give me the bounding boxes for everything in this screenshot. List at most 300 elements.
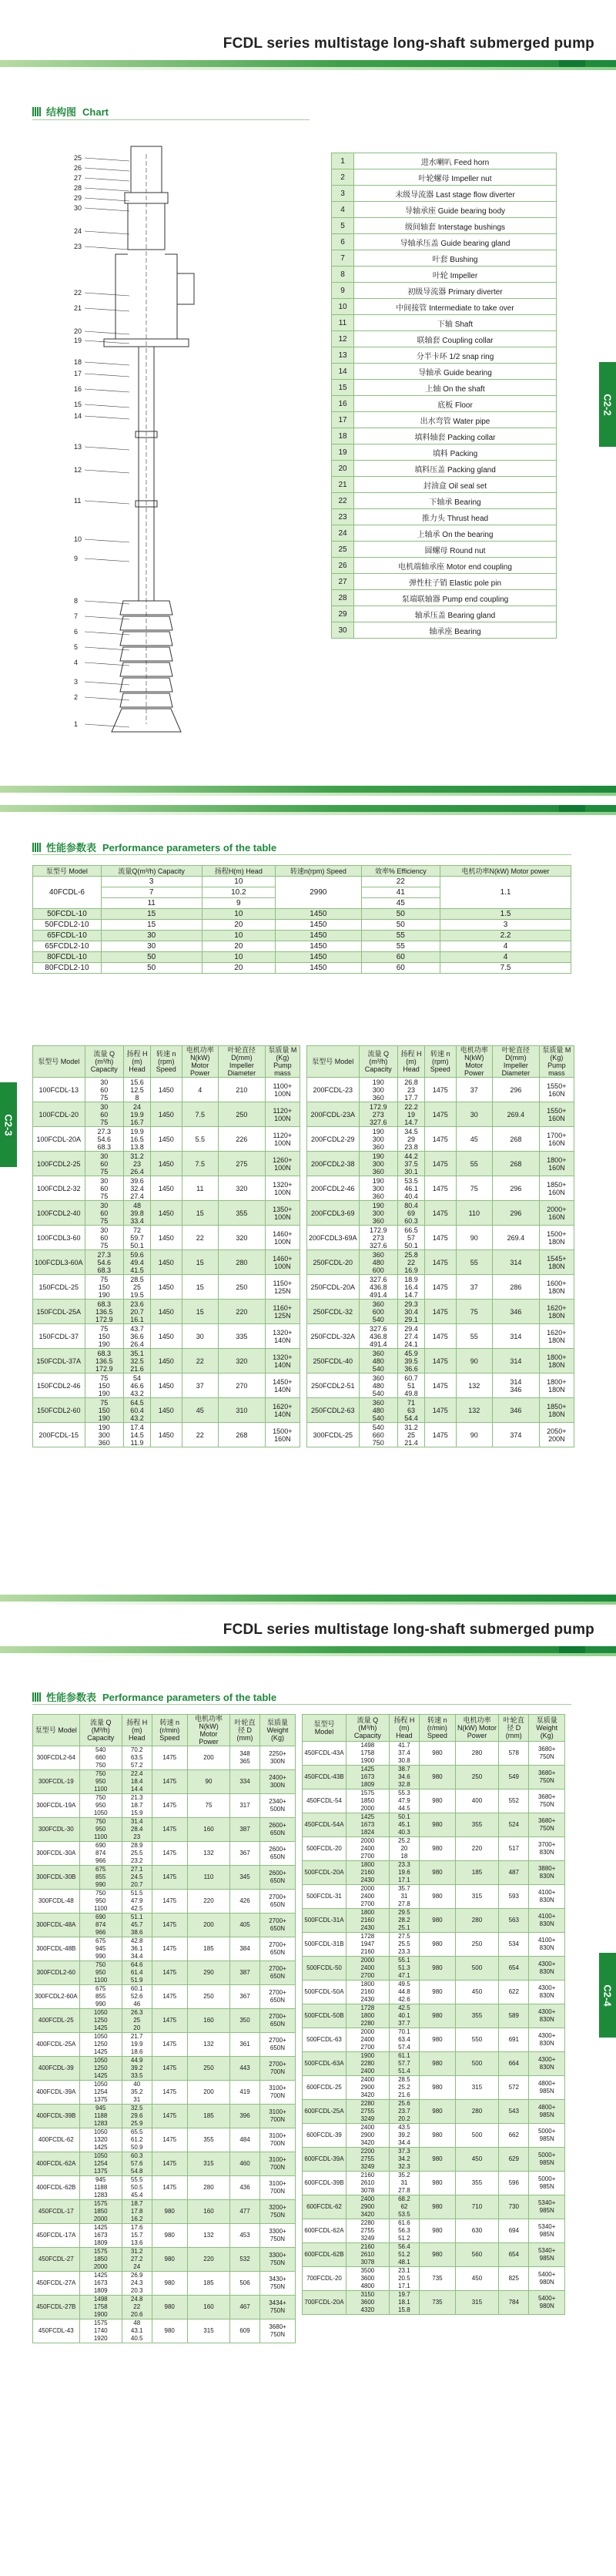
- table-cell: 2400 2900 3420: [346, 2076, 389, 2100]
- table-cell: 477: [230, 2200, 260, 2224]
- part-number: 28: [332, 590, 354, 606]
- table-row: [33, 931, 571, 941]
- table-cell: 80FCDL-10: [33, 952, 102, 963]
- leader-line: [85, 293, 129, 296]
- table-cell: 250: [219, 1275, 266, 1300]
- table-cell: 30 60 75: [85, 1176, 123, 1201]
- table-cell: 1475: [152, 1961, 187, 1985]
- table-cell: 28.5 25.2 21.6: [389, 2076, 419, 2100]
- table-cell: 1475: [424, 1152, 456, 1176]
- section-underline: [32, 854, 571, 855]
- table-cell: 2700+ 650N: [259, 1890, 295, 1914]
- model-cell: 40FCDL-6: [33, 877, 102, 909]
- table-cell: 22: [182, 1423, 219, 1447]
- table-cell: 1850+ 180N: [539, 1398, 574, 1423]
- table-cell: 132: [187, 2224, 229, 2248]
- part-number: 16: [332, 396, 354, 412]
- table-cell: 50.1 45.1 40.3: [389, 1813, 419, 1837]
- table-cell: 3430+ 750N: [259, 2272, 295, 2296]
- table-row: [307, 1275, 574, 1300]
- table-cell: 160: [187, 2200, 229, 2224]
- table-cell: 1450: [150, 1250, 182, 1275]
- table-cell: 2280 2755 3249: [346, 2100, 389, 2124]
- table-cell: 38.7 34.6 32.8: [389, 1766, 419, 1789]
- table-cell: 43.7 36.6 26.4: [124, 1324, 151, 1349]
- table-cell: 7.5: [440, 963, 571, 974]
- table-cell: 500: [455, 1957, 498, 1981]
- table-cell: 700FCDL-20: [303, 2267, 346, 2291]
- table-cell: 400FCDL-62B: [33, 2176, 80, 2200]
- column-header: 流量 Q (M³/h) Capacity: [346, 1715, 389, 1742]
- table-cell: 4800+ 985N: [529, 2076, 565, 2100]
- table-row: [33, 2152, 296, 2176]
- table-cell: 30 60 75: [85, 1078, 123, 1102]
- table-cell: 400FCDL-25: [33, 2009, 80, 2033]
- table-cell: 730: [499, 2195, 529, 2219]
- table-cell: 61.6 56.3 51.2: [389, 2219, 419, 2243]
- table-cell: 2400 2900 3420: [346, 2195, 389, 2219]
- table-cell: 210: [219, 1078, 266, 1102]
- capacity-cell: 11: [101, 898, 202, 909]
- table-cell: 24 19.9 16.7: [124, 1102, 151, 1127]
- table-cell: 1450+ 140N: [265, 1374, 300, 1398]
- table-cell: 185: [187, 2105, 229, 2128]
- table-cell: 220: [187, 1890, 229, 1914]
- table-cell: 1050 1250 1425: [79, 2009, 122, 2033]
- table-cell: 549: [499, 1766, 529, 1789]
- table-cell: 31.4 28.4 23: [122, 1818, 152, 1842]
- table-cell: 609: [230, 2319, 260, 2343]
- leader-line: [85, 501, 129, 504]
- parts-row: [332, 525, 557, 542]
- table-row: [33, 1794, 296, 1818]
- table-cell: 500FCDL-31A: [303, 1909, 346, 1933]
- table-cell: 48 43.1 40.5: [122, 2319, 152, 2343]
- table-cell: 5.5: [182, 1127, 219, 1152]
- table-cell: 1450: [150, 1176, 182, 1201]
- table-cell: 750 950 1100: [79, 1961, 122, 1985]
- table-row: [307, 1226, 574, 1250]
- capacity-cell: 7: [101, 887, 202, 898]
- part-name: 联轴套 Coupling collar: [354, 331, 557, 347]
- table-cell: 1320+ 140N: [265, 1349, 300, 1374]
- table-row: [307, 1300, 574, 1324]
- table-row: [303, 1957, 565, 1981]
- table-row: [303, 2100, 565, 2124]
- table-cell: 17.6 15.7 13.6: [122, 2224, 152, 2248]
- table-row: [303, 2028, 565, 2052]
- table-cell: 550: [455, 2028, 498, 2052]
- column-header: 电机功率 N(kW) Motor Power: [455, 1715, 498, 1742]
- table-row: [33, 1890, 296, 1914]
- table-cell: 200FCDL2-46: [307, 1176, 360, 1201]
- section-zh: 结构图: [46, 106, 77, 118]
- table-cell: 31.2 25 21.4: [398, 1423, 425, 1447]
- table-cell: 55: [361, 931, 440, 941]
- table-cell: 37: [182, 1374, 219, 1398]
- table-cell: 32.5 29.6 25.9: [122, 2105, 152, 2128]
- table-row: [33, 1746, 296, 1770]
- parts-row: [332, 380, 557, 396]
- table-cell: 23.1 20.5 17.1: [389, 2267, 419, 2291]
- table-cell: 22: [182, 1349, 219, 1374]
- table-cell: 49.5 44.8 42.6: [389, 1981, 419, 2004]
- table-header-row: [307, 1046, 574, 1078]
- efficiency-cell: 45: [361, 898, 440, 909]
- part-name: 导轴承压盖 Guide bearing gland: [354, 234, 557, 250]
- part-number: 12: [332, 331, 354, 347]
- table-cell: 1475: [424, 1102, 456, 1127]
- table-cell: 1600+ 180N: [539, 1275, 574, 1300]
- drawing-label: 16: [74, 385, 82, 393]
- table-cell: 1475: [152, 2033, 187, 2057]
- table-cell: 314 346: [493, 1374, 540, 1398]
- table-cell: 15: [182, 1300, 219, 1324]
- table-cell: 2700+ 650N: [259, 1961, 295, 1985]
- drawing-label: 5: [74, 643, 79, 651]
- table-cell: 589: [499, 2004, 529, 2028]
- drawing-label: 15: [74, 401, 82, 408]
- table-cell: 250FCDL-40: [307, 1349, 360, 1374]
- table-cell: 1320+ 100N: [265, 1176, 300, 1201]
- table-header-row: [33, 1046, 300, 1078]
- table-cell: 110: [456, 1201, 493, 1226]
- drawing-label: 27: [74, 174, 82, 182]
- table-cell: 2160 2610 3078: [346, 2243, 389, 2267]
- table-cell: 2250+ 300N: [259, 1746, 295, 1770]
- table-cell: 43.5 39.2 34.4: [389, 2124, 419, 2148]
- table-cell: 1475: [424, 1201, 456, 1226]
- table-cell: 2700+ 700N: [259, 2057, 295, 2081]
- table-cell: 1800+ 160N: [539, 1152, 574, 1176]
- table-cell: 5400+ 980N: [529, 2267, 565, 2291]
- table-cell: 350: [230, 2009, 260, 2033]
- table-cell: 42.5 40.1 37.7: [389, 2004, 419, 2028]
- table-cell: 68.3 136.5 172.9: [85, 1300, 123, 1324]
- table-cell: 980: [420, 1813, 456, 1837]
- parts-row: [332, 477, 557, 493]
- section-en: Performance parameters of the table: [102, 842, 277, 854]
- table-cell: 27.5 25.5 23.3: [389, 1933, 419, 1957]
- table-cell: 3680+ 750N: [259, 2319, 295, 2343]
- table-cell: 735: [420, 2267, 456, 2291]
- table-cell: 68.2 62 53.5: [389, 2195, 419, 2219]
- table-cell: 7.5: [182, 1102, 219, 1127]
- part-name: 封油盒 Oil seal set: [354, 477, 557, 493]
- table-cell: 980: [420, 2028, 456, 2052]
- column-header: 转速 n (r/min) Speed: [152, 1715, 187, 1746]
- table-cell: 1050 1254 1375: [79, 2081, 122, 2105]
- parts-row: [332, 606, 557, 622]
- table-cell: 26.3 25 20: [122, 2009, 152, 2033]
- part-name: 下轴承 Bearing: [354, 493, 557, 509]
- table-cell: 30 60 75: [85, 1201, 123, 1226]
- table-cell: 30 60 75: [85, 1102, 123, 1127]
- performance-table-right: [302, 1714, 565, 2315]
- table-cell: 335: [219, 1324, 266, 1349]
- table-cell: 250: [455, 1766, 498, 1789]
- table-cell: 190 300 360: [359, 1127, 397, 1152]
- column-header: 扬程 H (m) Head: [122, 1715, 152, 1746]
- table-cell: 980: [420, 1766, 456, 1789]
- table-row: [33, 877, 571, 887]
- table-cell: 980: [420, 1957, 456, 1981]
- table-cell: 750 950 1100: [79, 1818, 122, 1842]
- part-name: 上轴承 On the bearing: [354, 525, 557, 542]
- part-name: 填料轴套 Packing collar: [354, 428, 557, 444]
- table-header-row: [303, 1715, 565, 1742]
- table-cell: 945 1188 1283: [79, 2176, 122, 2200]
- table-cell: 4: [440, 941, 571, 952]
- table-cell: 600FCDL-39B: [303, 2172, 346, 2195]
- section-icon: [32, 107, 42, 116]
- table-row: [303, 1981, 565, 2004]
- table-cell: 60: [361, 952, 440, 963]
- part-number: 30: [332, 622, 354, 639]
- table-cell: 150FCDL-37: [33, 1324, 85, 1349]
- table-cell: 1475: [424, 1300, 456, 1324]
- parts-row: [332, 250, 557, 267]
- table-cell: 200FCDL-23: [307, 1078, 360, 1102]
- column-header: 电机功率 N(kW) Motor Power: [187, 1715, 229, 1746]
- table-cell: 2.2: [440, 931, 571, 941]
- table-cell: 2400 2900 3420: [346, 2124, 389, 2148]
- table-cell: 3500 3600 4800: [346, 2267, 389, 2291]
- table-cell: 100FCDL2-25: [33, 1152, 85, 1176]
- perf-section-heading: [32, 1689, 276, 1704]
- table-cell: 374: [493, 1423, 540, 1447]
- table-cell: 1475: [424, 1250, 456, 1275]
- part-name: 底板 Floor: [354, 396, 557, 412]
- table-cell: 29.4 27.4 24.1: [398, 1324, 425, 1349]
- table-row: [307, 1127, 574, 1152]
- table-cell: 1120+ 100N: [265, 1127, 300, 1152]
- performance-table-left: [32, 1714, 296, 2343]
- table-cell: 315: [455, 2291, 498, 2315]
- column-header: 泵型号 Model: [303, 1715, 346, 1742]
- table-cell: 3100+ 700N: [259, 2105, 295, 2128]
- table-row: [33, 2057, 296, 2081]
- table-cell: 160: [187, 2296, 229, 2319]
- table-cell: 19.9 16.5 13.8: [124, 1127, 151, 1152]
- column-header: 扬程H(m) Head: [202, 866, 276, 877]
- drawing-label: 20: [74, 327, 82, 335]
- table-cell: 1450: [150, 1226, 182, 1250]
- table-cell: 5340+ 985N: [529, 2219, 565, 2243]
- header-bar: [0, 1646, 616, 1657]
- table-cell: 250: [187, 2057, 229, 2081]
- table-cell: 22.2 19 14.7: [398, 1102, 425, 1127]
- table-cell: 4: [440, 952, 571, 963]
- table-cell: 1475: [424, 1374, 456, 1398]
- table-cell: 1450: [276, 963, 361, 974]
- table-row: [33, 909, 571, 920]
- leader-line: [85, 697, 129, 700]
- table-cell: 1800 2160 2430: [346, 1909, 389, 1933]
- table-cell: 55: [361, 941, 440, 952]
- table-cell: 2600+ 650N: [259, 1818, 295, 1842]
- table-cell: 300FCDL-48A: [33, 1914, 80, 1937]
- header-bar: [0, 805, 616, 816]
- table-cell: 15: [101, 920, 202, 931]
- table-cell: 675 855 990: [79, 1866, 122, 1890]
- table-cell: 1475: [152, 1985, 187, 2009]
- table-cell: 1498 1758 1900: [346, 1742, 389, 1766]
- pump-structure-drawing: [31, 139, 262, 740]
- table-cell: 34.5 29 23.8: [398, 1127, 425, 1152]
- table-cell: 1475: [152, 2105, 187, 2128]
- table-cell: 2700+ 650N: [259, 2009, 295, 2033]
- table-cell: 1500+ 180N: [539, 1226, 574, 1250]
- table-cell: 675 945 990: [79, 1937, 122, 1961]
- table-cell: 280: [455, 1742, 498, 1766]
- table-cell: 200FCDL2-38: [307, 1152, 360, 1176]
- table-cell: 7.5: [182, 1152, 219, 1176]
- table-cell: 387: [230, 1961, 260, 1985]
- table-cell: 980: [420, 2052, 456, 2076]
- table-row: [33, 2105, 296, 2128]
- part-number: 25: [332, 542, 354, 558]
- table-cell: 30: [182, 1324, 219, 1349]
- table-row: [33, 2200, 296, 2224]
- part-number: 9: [332, 283, 354, 299]
- table-cell: 200FCDL3-69: [307, 1201, 360, 1226]
- table-cell: 1475: [424, 1078, 456, 1102]
- table-row: [307, 1423, 574, 1447]
- table-cell: 11: [182, 1176, 219, 1201]
- table-row: [33, 1770, 296, 1794]
- table-cell: 250FCDL-32A: [307, 1324, 360, 1349]
- table-cell: 1450: [150, 1201, 182, 1226]
- table-cell: 1.5: [440, 909, 571, 920]
- table-row: [33, 2009, 296, 2033]
- table-cell: 1450: [150, 1423, 182, 1447]
- table-row: [33, 2319, 296, 2343]
- parts-row: [332, 267, 557, 283]
- table-cell: 4100+ 830N: [529, 1933, 565, 1957]
- table-cell: 150FCDL-25: [33, 1275, 85, 1300]
- table-cell: 1100+ 100N: [265, 1078, 300, 1102]
- table-cell: 348 365: [230, 1746, 260, 1770]
- section-underline: [32, 1704, 571, 1705]
- table-cell: 268: [493, 1152, 540, 1176]
- column-header: 叶轮直径 D(mm) Impeller Diameter: [493, 1046, 540, 1078]
- table-cell: 980: [420, 2243, 456, 2267]
- table-cell: 1450: [150, 1102, 182, 1127]
- table-cell: 484: [230, 2128, 260, 2152]
- table-cell: 532: [230, 2248, 260, 2272]
- page-title: FCDL series multistage long-shaft submerged pump: [223, 1622, 594, 1638]
- table-cell: 436: [230, 2176, 260, 2200]
- table-cell: 300FCDL-19A: [33, 1794, 80, 1818]
- table-cell: 980: [420, 1885, 456, 1909]
- table-cell: 450FCDL-17A: [33, 2224, 80, 2248]
- table-cell: 1800+ 180N: [539, 1374, 574, 1398]
- table-row: [307, 1374, 574, 1398]
- table-cell: 18.9 16.4 14.7: [398, 1275, 425, 1300]
- part-name: 导轴承 Guide bearing: [354, 364, 557, 380]
- table-cell: 1350+ 100N: [265, 1201, 300, 1226]
- table-cell: 443: [230, 2057, 260, 2081]
- table-cell: 27.1 24.5 20.7: [122, 1866, 152, 1890]
- table-cell: 1260+ 100N: [265, 1152, 300, 1176]
- table-cell: 200: [187, 1746, 229, 1770]
- table-cell: 200FCDL-15: [33, 1423, 85, 1447]
- leader-line: [85, 168, 129, 171]
- table-cell: 29.3 30.4 29.1: [398, 1300, 425, 1324]
- part-number: 6: [332, 234, 354, 250]
- table-cell: 750 950 1100: [79, 1770, 122, 1794]
- table-cell: 30 60 75: [85, 1152, 123, 1176]
- table-cell: 280: [187, 2176, 229, 2200]
- table-cell: 50: [361, 920, 440, 931]
- table-cell: 190 300 360: [85, 1423, 123, 1447]
- table-cell: 50: [101, 963, 202, 974]
- parts-row: [332, 444, 557, 461]
- table-cell: 315: [187, 2319, 229, 2343]
- table-cell: 28.5 25 19.5: [124, 1275, 151, 1300]
- table-row: [33, 1226, 300, 1250]
- table-cell: 980: [420, 1861, 456, 1885]
- table-row: [307, 1398, 574, 1423]
- table-cell: 15: [182, 1275, 219, 1300]
- table-cell: 2280 2755 3249: [346, 2219, 389, 2243]
- table-cell: 2700+ 650N: [259, 1985, 295, 2009]
- drawing-label: 30: [74, 204, 82, 212]
- table-cell: 3100+ 700N: [259, 2176, 295, 2200]
- table-cell: 20: [202, 920, 276, 931]
- table-cell: 675 855 990: [79, 1985, 122, 2009]
- table-cell: 60.3 57.6 54.8: [122, 2152, 152, 2176]
- parts-row: [332, 461, 557, 477]
- table-cell: 572: [499, 2076, 529, 2100]
- table-cell: 1425 1673 1809: [79, 2272, 122, 2296]
- table-cell: 200: [187, 2081, 229, 2105]
- table-cell: 450FCDL-43A: [303, 1742, 346, 1766]
- table-cell: 50: [101, 952, 202, 963]
- parts-row: [332, 509, 557, 525]
- table-cell: 500FCDL-50B: [303, 2004, 346, 2028]
- table-cell: 400FCDL-39A: [33, 2081, 80, 2105]
- table-cell: 334: [230, 1770, 260, 1794]
- part-name: 中间接管 Intermediate to take over: [354, 299, 557, 315]
- table-row: [33, 1866, 296, 1890]
- table-cell: 346: [493, 1300, 540, 1324]
- table-cell: 3680+ 750N: [529, 1813, 565, 1837]
- table-row: [307, 1324, 574, 1349]
- table-cell: 1160+ 125N: [265, 1300, 300, 1324]
- table-cell: 426: [230, 1890, 260, 1914]
- part-number: 2: [332, 169, 354, 186]
- table-cell: 100FCDL-20: [33, 1102, 85, 1127]
- table-cell: 71 63 54.4: [398, 1398, 425, 1423]
- parts-row: [332, 558, 557, 574]
- table-row: [303, 2195, 565, 2219]
- column-header: 扬程 H (m) Head: [398, 1046, 425, 1078]
- parts-row: [332, 622, 557, 639]
- table-cell: 396: [230, 2105, 260, 2128]
- table-cell: 552: [499, 1789, 529, 1813]
- table-cell: 42.8 36.1 34.4: [122, 1937, 152, 1961]
- table-cell: 1425 1673 1809: [79, 2224, 122, 2248]
- parts-row: [332, 234, 557, 250]
- drawing-label: 29: [74, 194, 82, 202]
- table-cell: 30: [101, 931, 202, 941]
- perf-section-heading: [32, 840, 276, 854]
- table-cell: 23.6 20.7 16.1: [124, 1300, 151, 1324]
- table-cell: 694: [499, 2219, 529, 2243]
- table-cell: 250FCDL2-51: [307, 1374, 360, 1398]
